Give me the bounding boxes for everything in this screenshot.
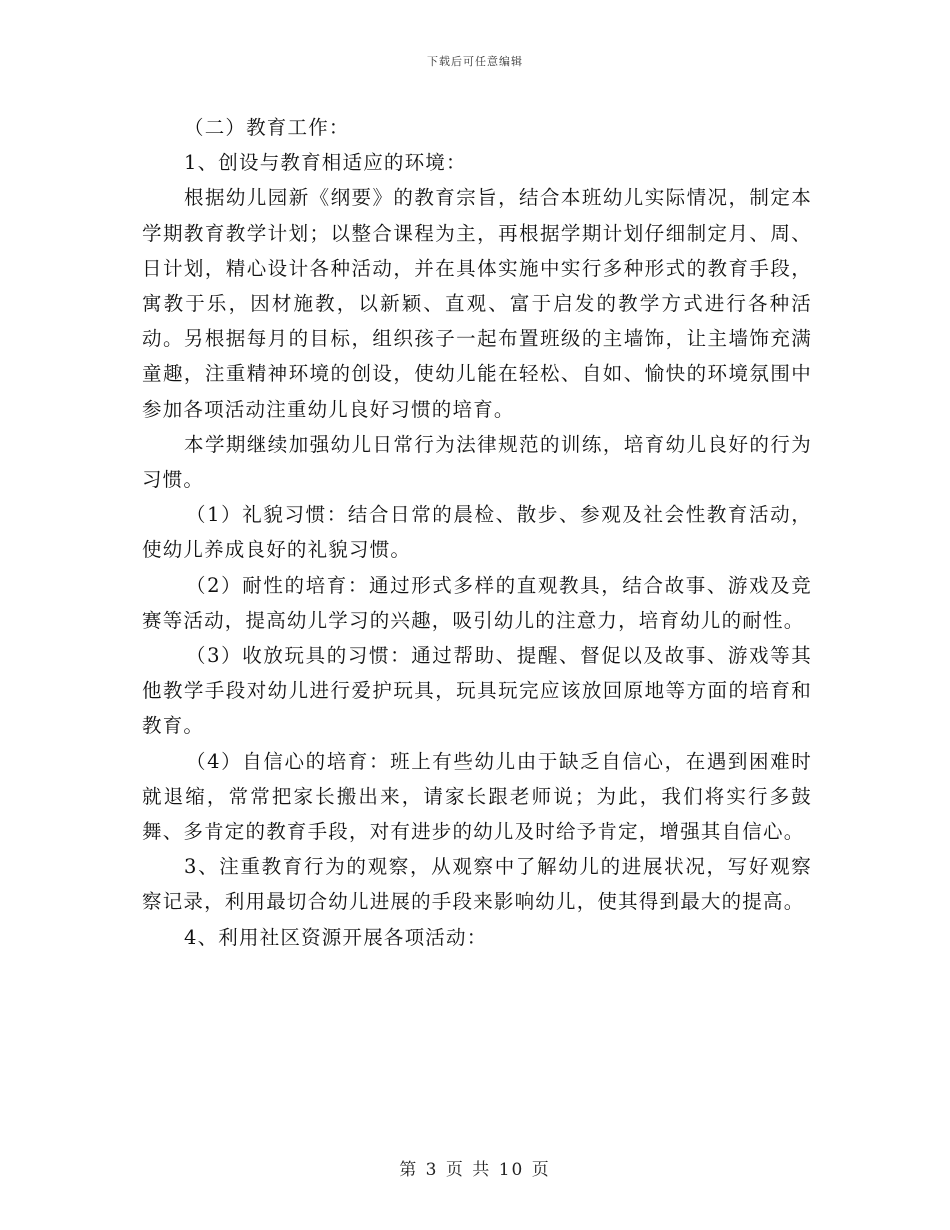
paragraph-1: 1、创设与教育相适应的环境： bbox=[184, 151, 467, 175]
paragraph-9: 4、利用社区资源开展各项活动： bbox=[184, 925, 488, 949]
paragraph-7: （4）自信心的培育：班上有些幼儿由于缺乏自信心，在遇到困难时就退缩，常常把家长搬出来，请家长跟老师说；为此，我们将实行多鼓舞、多肯定的教育手段，对有进步的幼儿及时给予肯定，增强其自信心。 bbox=[142, 749, 812, 844]
paragraph-5: （2）耐性的培育：通过形式多样的直观教具，结合故事、游戏及竞赛等活动，提高幼儿学习的兴趣，吸引幼儿的注意力，培育幼儿的耐性。 bbox=[142, 573, 812, 632]
paragraph-8: 3、注重教育行为的观察，从观察中了解幼儿的进展状况，写好观察察记录，利用最切合幼儿进展的手段来影响幼儿，使其得到最大的提高。 bbox=[142, 855, 812, 914]
paragraph-4: （1）礼貌习惯：结合日常的晨检、散步、参观及社会性教育活动，使幼儿养成良好的礼貌习惯。 bbox=[142, 503, 812, 562]
page-header-note: 下载后可任意编辑 bbox=[427, 55, 523, 68]
page-number: 第 3 页 共 10 页 bbox=[399, 1160, 551, 1180]
paragraph-3: 本学期继续加强幼儿日常行为法律规范的训练，培育幼儿良好的行为习惯。 bbox=[142, 432, 812, 492]
paragraph-6: （3）收放玩具的习惯：通过帮助、提醒、督促以及故事、游戏等其他教学手段对幼儿进行爱护玩具，玩具玩完应该放回原地等方面的培育和教育。 bbox=[142, 644, 812, 738]
document-body bbox=[142, 110, 812, 955]
paragraph-2: 根据幼儿园新《纲要》的教育宗旨，结合本班幼儿实际情况，制定本学期教育教学计划；以整合课程为主，再根据学期计划仔细制定月、周、日计划，精心设计各种活动，并在具体实施中实行多种形式的教育手段，寓教于乐，因材施教，以新颖、直观、富于启发的教学方式进行各种活动。另根据每月的目标，组织孩子一起布置班级的主墙饰，让主墙饰充满童趣，注重精神环境的创设，使幼儿能在轻松、自如、愉快的环境氛围中参加各项活动注重幼儿良好习惯的培育。 bbox=[142, 186, 812, 421]
section-heading: （二）教育工作： bbox=[184, 116, 350, 139]
